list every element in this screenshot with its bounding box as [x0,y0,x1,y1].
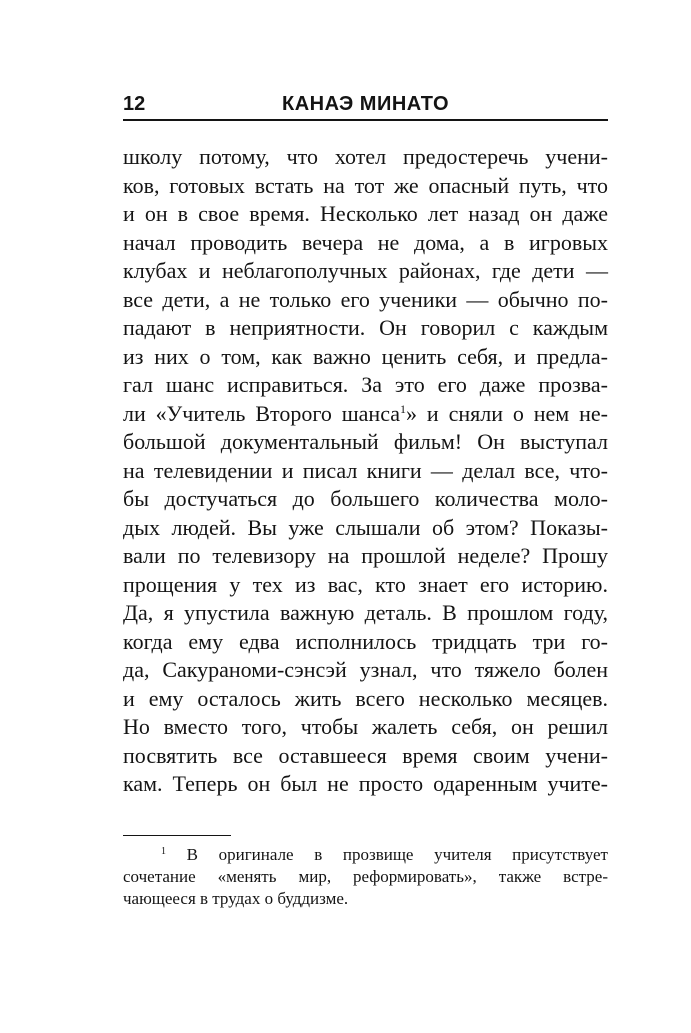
text-line: все дети, а не только его ученики — обычно по- [123,286,608,312]
text-line: гал шанс исправиться. За это его даже прозва- [123,372,608,397]
text-line: на телевидении и писал книги — делал все, что- [123,457,608,483]
footnote-reference[interactable]: 1 [400,401,406,416]
book-title: КАНАЭ МИНАТО [281,93,450,115]
text-line: посвятить все оставшееся время своим учени- [123,742,608,768]
running-head [123,93,608,115]
text-line: вали по телевизору на прошлой неделе? Прошу [123,543,608,568]
text-line: кам. Теперь он был не просто одаренным учите- [123,771,608,796]
footnote-line: сочетание «менять мир, реформировать», также встре- [123,867,608,886]
footnote-line: чающееся в трудах о буддизме. [123,889,349,908]
page-number: 12 [123,93,146,115]
text-line: и он в свое время. Несколько лет назад он даже [123,201,608,226]
text-line: дых людей. Вы уже слышали об этом? Показы- [123,514,608,540]
text-line: да, Сакураноми-сэнсэй узнал, что тяжело болен [123,657,608,682]
text-line: когда ему едва исполнилось тридцать три го- [123,628,608,654]
text-line: из них о том, как важно ценить себя, и предла- [123,343,608,369]
text-segment: » и сняли о нем не- [406,400,608,426]
header-rule [123,119,608,121]
text-line: падают в неприятности. Он говорил с каждым [123,315,608,340]
text-line: Но вместо того, чтобы жалеть себя, он решил [123,714,608,739]
footnote-text: В оригинале в прозвище учителя присутствует [166,845,608,864]
footnote-marker: 1 [161,846,166,857]
main-text [123,143,608,799]
text-line: бы достучаться до большего количества моло- [123,486,608,511]
text-segment: ли «Учитель Второго шанса [123,400,400,426]
text-line: начал проводить вечера не дома, а в игровых [123,229,608,255]
footnote-line [123,844,608,866]
text-line: прощения у тех из вас, кто знает его историю. [123,571,608,597]
text-line: и ему осталось жить всего несколько месяцев. [123,685,608,711]
text-line-with-footnote [123,400,608,429]
text-line: большой документальный фильм! Он выступал [123,429,608,454]
text-line: школу потому, что хотел предостеречь учени- [123,144,608,169]
text-line: клубах и неблагополучных районах, где дети — [123,258,608,283]
footnote [123,844,608,910]
text-line: ков, готовых встать на тот же опасный путь, что [123,172,608,198]
footnote-rule [123,835,231,836]
text-line: Да, я упустила важную деталь. В прошлом году, [123,600,608,625]
